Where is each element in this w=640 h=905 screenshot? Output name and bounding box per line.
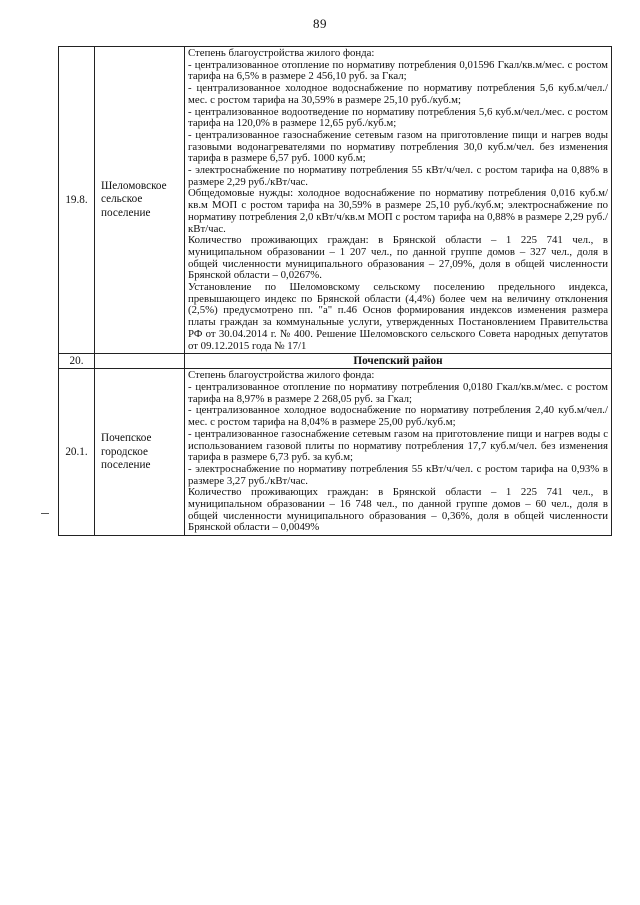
margin-mark [41, 513, 49, 514]
paragraph: - централизованное газоснабжение сетевым газом на приготовление пищи и нагрев воды с использованием газовой плиты по нормативу потребления 17,7 куб.м/чел. без изменения тарифа в размере 6,73 руб. за куб.м; [188, 427, 608, 464]
table-row [59, 369, 612, 536]
paragraph: - централизованное газоснабжение сетевым газом на приготовление пищи и нагрев воды газовыми водонагревателями по нормативу потребления 30,0 куб.м/чел. без изменения тарифа в размере 6,57 руб. 1000 куб.м; [188, 128, 608, 165]
settlement-name: Шеломовское сельское поселение [95, 47, 185, 354]
tariff-table [58, 46, 612, 536]
paragraph: - централизованное холодное водоснабжение по нормативу потребления 2,40 куб.м/чел./мес. с ростом тарифа на 8,04% в размере 25,00 руб./куб.м; [188, 404, 608, 429]
district-empty-cell [95, 354, 185, 369]
table-row [59, 47, 612, 354]
page-number: 89 [313, 16, 327, 31]
district-name: Почепский район [185, 354, 612, 369]
paragraph: - централизованное отопление по нормативу потребления 0,0180 Гкал/кв.м/мес. с ростом тарифа на 8,97% в размере 2 268,05 руб. за Гкал; [188, 380, 608, 405]
row-number: 19.8. [59, 47, 95, 354]
paragraph: - электроснабжение по нормативу потребления 55 кВт/ч/чел. с ростом тарифа на 0,88% в размере 2,29 руб./кВт/час. [188, 164, 608, 188]
paragraph: Количество проживающих граждан: в Брянской области – 1 225 741 чел., в муниципальном образовании – 16 748 чел., по данной группе домов – 60 чел., доля в общей численности муниципального образования – 0,36%, доля в общей численности Брянской области – 0,0049% [188, 486, 608, 534]
table-row-district [59, 354, 612, 369]
paragraph: - централизованное холодное водоснабжение по нормативу потребления 5,6 куб.м/чел./мес. с ростом тарифа на 30,59% в размере 25,10 руб./куб.м; [188, 82, 608, 106]
paragraph: Количество проживающих граждан: в Брянской области – 1 225 741 чел., в муниципальном образовании – 1 207 чел., по данной группе домов – 327 чел., доля в общей численности муниципального образования – 27,09%, доля в общей численности Брянской области – 0,0267%. [188, 234, 608, 282]
paragraph: - электроснабжение по нормативу потребления 55 кВт/ч/чел. с ростом тарифа на 0,93% в размере 3,27 руб./кВт/час. [188, 462, 608, 487]
paragraph: Степень благоустройства жилого фонда: [188, 47, 375, 59]
row-description [185, 47, 612, 354]
paragraph: - централизованное водоотведение по нормативу потребления 5,6 куб.м/чел./мес. с ростом тарифа на 120,0% в размере 12,65 руб./куб.м; [188, 105, 608, 130]
paragraph: Установление по Шеломовскому сельскому поселению предельного индекса, превышающего индекс по Брянской области (4,4%) более чем на величину отклонения (2,5%) предусмотрено пп. "а" п.46 Основ формирования индексов изменения размера платы граждан за коммунальные услуги, утвержденных Постановлением Правительства РФ от 30.04.2014 г. № 400. Решение Шеломовского сельского Совета народных депутатов от 09.12.2015 года № 17/1 [188, 281, 608, 352]
paragraph: Степень благоустройства жилого фонда: [188, 369, 375, 382]
row-number: 20. [59, 354, 95, 369]
row-description [185, 369, 612, 536]
row-number: 20.1. [59, 369, 95, 536]
settlement-name: Почепское городское поселение [95, 369, 185, 536]
paragraph: - централизованное отопление по нормативу потребления 0,01596 Гкал/кв.м/мес. с ростом тарифа на 6,5% в размере 2 456,10 руб. за Гкал; [188, 58, 608, 83]
paragraph: Общедомовые нужды: холодное водоснабжение по нормативу потребления 0,016 куб.м/кв.м МОП с ростом тарифа на 30,59% в размере 25,10 руб./куб.м; электроснабжение по нормативу потребления 2,0 кВт/ч/кв.м МОП с ростом тарифа на 0,88% в размере 2,29 руб./кВт/час. [188, 187, 608, 235]
